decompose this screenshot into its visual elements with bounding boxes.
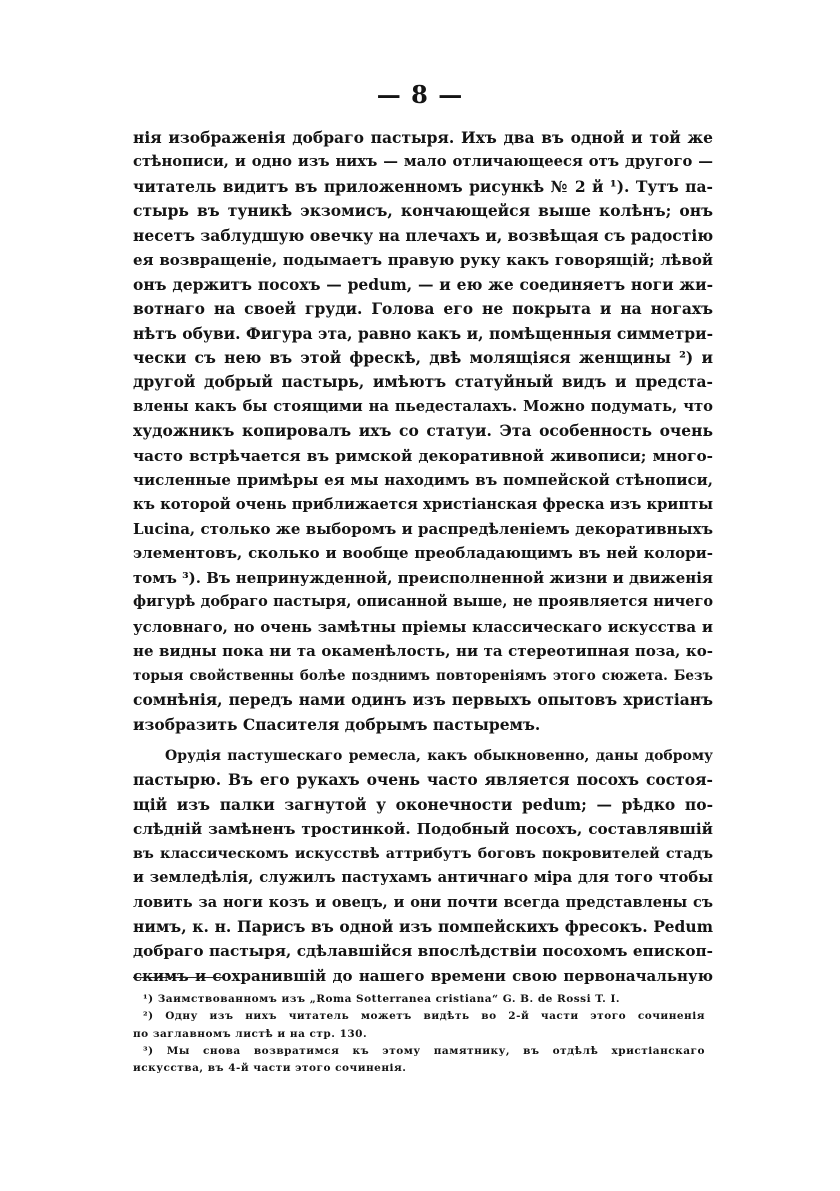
text-line: пастырю. Въ его рукахъ очень часто является посохъ состоя- xyxy=(133,770,713,790)
footnote-3: ³) Мы снова возвратимся къ этому памятнику, въ отдѣлѣ христіанскаго xyxy=(143,1044,705,1057)
text-line: торыя свойственны болѣе позднимъ повтореніямъ этого сюжета. Безъ xyxy=(133,667,713,684)
text-line: сомнѣнія, передъ нами одинъ изъ первыхъ опытовъ христіанъ xyxy=(133,690,713,710)
text-line: нимъ, к. н. Парисъ въ одной изъ помпейскихъ фресокъ. Pedum xyxy=(133,917,713,936)
text-line: численные примѣры ея мы находимъ въ помпейской стѣнописи, xyxy=(133,471,713,490)
text-line: вотнаго на своей груди. Голова его не покрыта и на ногахъ xyxy=(133,299,713,319)
page-number: — 8 — xyxy=(376,80,464,109)
footnotes xyxy=(133,991,705,1077)
text-line: добраго пастыря, сдѣлавшійся впослѣдствіи посохомъ епископ- xyxy=(133,942,713,961)
text-line: Орудія пастушескаго ремесла, какъ обыкновенно, даны доброму xyxy=(165,747,713,764)
text-line: чески съ нею въ этой фрескѣ, двѣ молящіяся женщины ²) и xyxy=(133,347,713,367)
footnote-3-continued: искусства, въ 4-й части этого сочиненія. xyxy=(133,1062,407,1075)
text-line: другой добрый пастырь, имѣютъ статуйный видъ и предста- xyxy=(133,372,713,392)
text-line: изобразить Спасителя добрымъ пастыремъ. xyxy=(133,714,541,734)
text-line: стырь въ туникѣ экзомисъ, кончающейся выше колѣнъ; онъ xyxy=(133,201,713,221)
text-line: ловить за ноги козъ и овецъ, и они почти всегда представлены съ xyxy=(133,893,713,911)
footnote-1: ¹) Заимствованномъ изъ „Roma Sotterranea cristiana“ G. B. de Rossi T. I. xyxy=(143,993,621,1005)
text-line: элементовъ, сколько и вообще преобладающимъ въ ней колори- xyxy=(133,544,713,563)
text-line: условнаго, но очень замѣтны пріемы классическаго искусства и xyxy=(133,617,713,636)
footnote-2: ²) Одну изъ нихъ читатель можетъ видѣть во 2-й части этого сочиненія xyxy=(143,1010,705,1023)
text-line: скимъ и сохранившій до нашего времени свою первоначальную xyxy=(133,966,713,985)
text-line: нѣтъ обуви. Фигура эта, равно какъ и, помѣщенныя симметри- xyxy=(133,323,713,343)
text-line: къ которой очень приближается христіанская фреска изъ крипты xyxy=(133,495,714,513)
text-line: и земледѣлія, служилъ пастухамъ античнаго міра для того чтобы xyxy=(133,869,713,887)
footnote-2-continued: по заглавномъ листѣ и на стр. 130. xyxy=(133,1027,368,1040)
text-line: несетъ заблудшую овечку на плечахъ и, возвѣщая съ радостію xyxy=(133,225,714,245)
text-line: читатель видитъ въ приложенномъ рисункѣ № 2 й ¹). Тутъ па- xyxy=(133,176,713,196)
text-line: въ классическомъ искусствѣ аттрибутъ боговъ покровителей стадъ xyxy=(133,845,713,862)
text-line: ея возвращеніе, подымаетъ правую руку какъ говорящій; лѣвой xyxy=(133,251,713,270)
text-line: не видны пока ни та окаменѣлость, ни та стереотипная поза, ко- xyxy=(133,642,713,661)
text-line: нія изображенія добраго пастыря. Ихъ два въ одной и той же xyxy=(133,128,713,147)
text-line: щій изъ палки загнутой у оконечности pedum; — рѣдко по- xyxy=(133,794,713,814)
footnote-divider xyxy=(133,977,225,978)
text-line: художникъ копировалъ ихъ со статуи. Эта особенность очень xyxy=(133,421,713,441)
text-line: онъ держитъ посохъ — pedum, — и ею же соединяетъ ноги жи- xyxy=(133,274,713,294)
text-line: слѣдній замѣненъ тростинкой. Подобный посохъ, составлявшій xyxy=(133,820,713,839)
text-line: часто встрѣчается въ римской декоративной живописи; много- xyxy=(133,446,713,465)
main-text xyxy=(133,126,713,988)
text-line: томъ ³). Въ непринужденной, преисполненной жизни и движенія xyxy=(133,568,713,587)
paragraph-gap xyxy=(133,737,713,744)
text-line: влены какъ бы стоящими на пьедесталахъ. Можно подумать, что xyxy=(133,397,713,415)
text-line: стѣнописи, и одно изъ нихъ — мало отличающееся отъ другого — xyxy=(133,153,713,171)
text-line: фигурѣ добраго пастыря, описанной выше, не проявляется ничего xyxy=(133,593,713,611)
text-line: Lucina, столько же выборомъ и распредѣленіемъ декоративныхъ xyxy=(133,520,713,538)
